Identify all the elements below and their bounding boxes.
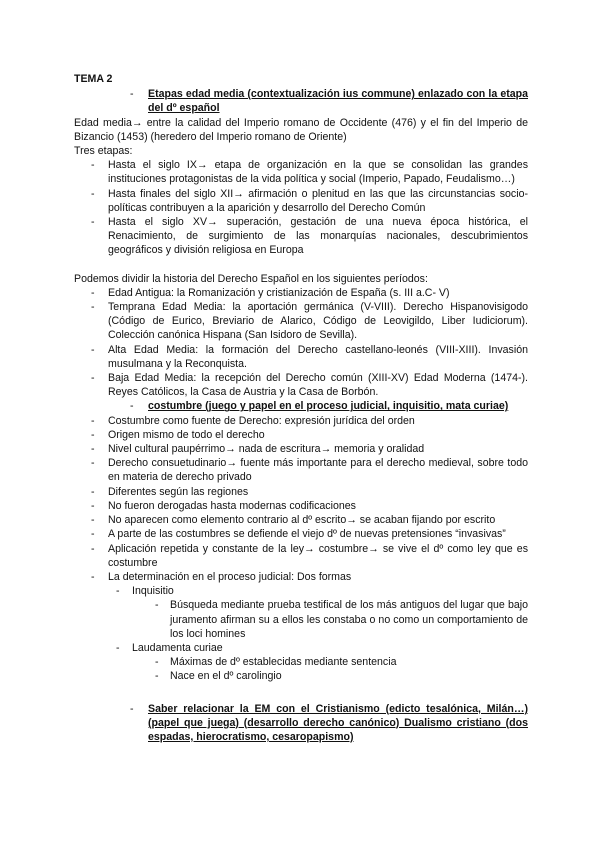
laudamenta-sublist [132, 655, 528, 683]
list-item-text: Edad Antigua: la Romanización y cristianización de España (s. III a.C- V) [108, 286, 450, 299]
dash-marker: - [130, 400, 134, 413]
list-item [74, 187, 528, 215]
list-item-text: Hasta el siglo XV→ superación, gestación de una nueva época histórica, el Renacimiento, de surgimiento de las monarquías nacionales, descubrimientos geográficos y división religiosa en Europa [108, 216, 528, 257]
list-item-text: Temprana Edad Media: la aportación germánica (V-VIII). Derecho Hispanovisigodo (Código de Eurico, Breviario de Alarico, Código de Leovigildo, Liber Iudiciorum). Colección canónica Hispana (San Isidoro de Sevilla). [108, 301, 528, 342]
dash-marker: - [91, 499, 95, 512]
list-item-text: La determinación en el proceso judicial: Dos formas [108, 570, 352, 583]
tres-etapas-label: Tres etapas: [74, 145, 133, 158]
list-item [74, 343, 528, 371]
list-item-text: Nace en el dº carolingio [170, 670, 282, 683]
periodos-list [74, 286, 528, 400]
list-item-text: Nivel cultural paupérrimo→ nada de escritura→ memoria y oralidad [108, 443, 425, 456]
dash-marker: - [91, 286, 95, 299]
dash-marker: - [91, 428, 95, 441]
dash-marker: - [116, 585, 120, 598]
periodos-intro: Podemos dividir la historia del Derecho Español en los siguientes períodos: [74, 272, 428, 285]
heading-text: Saber relacionar la EM con el Cristianismo (edicto tesalónica, Milán…) (papel que juega) (desarrollo derecho canónico) Dualismo cristiano (dos espadas, hierocratismo, cesaropapismo) [148, 702, 528, 743]
dash-marker: - [91, 542, 95, 555]
dash-marker: - [130, 702, 134, 715]
list-item-text: No aparecen como elemento contrario al dº escrito→ se acaban fijando por escrito [108, 514, 496, 527]
costumbre-list [74, 414, 528, 684]
dash-marker: - [91, 343, 95, 356]
dash-marker: - [91, 443, 95, 456]
list-item [74, 499, 528, 513]
list-item [74, 527, 528, 541]
list-item-text: No fueron derogadas hasta modernas codificaciones [108, 499, 356, 512]
dash-marker: - [91, 187, 95, 200]
section-heading-etapas [74, 87, 528, 115]
blank-line [74, 684, 528, 702]
list-item [74, 300, 528, 343]
blank-line [74, 258, 528, 272]
etapas-list [74, 158, 528, 257]
section-heading-cristianismo [74, 702, 528, 745]
dash-marker: - [155, 599, 159, 612]
list-item-text: Derecho consuetudinario→ fuente más importante para el derecho medieval, sobre todo en materia de derecho privado [108, 457, 528, 484]
list-item-text: Hasta el siglo IX→ etapa de organización en la que se consolidan las grandes instituciones protagonistas de la vida política y social (Imperio, Papado, Feudalismo…) [108, 159, 528, 186]
list-item-laudamenta [112, 641, 528, 684]
dash-marker: - [91, 216, 95, 229]
list-item-text: Diferentes según las regiones [108, 485, 249, 498]
dash-marker: - [91, 570, 95, 583]
dash-marker: - [116, 641, 120, 654]
list-item [74, 286, 528, 300]
list-item-text: A parte de las costumbres se defiende el viejo dº de nuevas pretensiones “invasivas” [108, 528, 506, 541]
list-item [151, 598, 528, 641]
heading-text: costumbre (juego y papel en el proceso judicial, inquisitio, mata curiae) [148, 400, 509, 413]
dash-marker: - [91, 457, 95, 470]
list-item-text: Baja Edad Media: la recepción del Derecho común (XIII-XV) Edad Moderna (1474-). Reyes Católicos, la Casa de Austria y la Casa de Borbón. [108, 372, 528, 399]
list-item [74, 428, 528, 442]
list-item-text: Alta Edad Media: la formación del Derecho castellano-leonés (VIII-XIII). Invasión musulmana y la Reconquista. [108, 343, 528, 370]
list-item [151, 669, 528, 683]
list-item-text: Laudamenta curiae [132, 641, 223, 654]
list-item-text: Costumbre como fuente de Derecho: expresión jurídica del orden [108, 414, 415, 427]
dash-marker: - [155, 656, 159, 669]
dash-marker: - [91, 372, 95, 385]
dash-marker: - [91, 485, 95, 498]
list-item [74, 513, 528, 527]
intro-paragraph: Edad media→ entre la calidad del Imperio romano de Occidente (476) y el fin del Imperio de Bizancio (1453) (heredero del Imperio romano de Oriente) [74, 116, 528, 143]
list-item-text: Origen mismo de todo el derecho [108, 428, 265, 441]
list-item-text: Búsqueda mediante prueba testifical de los más antiguos del lugar que bajo juramento afirman su a ellos les constaba o no como un comportamiento de los loci homines [170, 599, 528, 640]
list-item [74, 414, 528, 428]
list-item [74, 215, 528, 258]
list-item [151, 655, 528, 669]
dash-marker: - [91, 514, 95, 527]
list-item [74, 542, 528, 570]
list-item-inquisitio [112, 584, 528, 641]
inquisitio-sublist [132, 598, 528, 641]
list-item-text: Aplicación repetida y constante de la ley→ costumbre→ se vive el dº como ley que es costumbre [108, 542, 528, 569]
list-item [74, 485, 528, 499]
dash-marker: - [91, 414, 95, 427]
section-heading-costumbre [74, 399, 528, 413]
list-item-text: Inquisitio [132, 585, 174, 598]
list-item-text: Máximas de dº establecidas mediante sentencia [170, 656, 397, 669]
dash-marker: - [130, 88, 134, 101]
list-item [74, 442, 528, 456]
list-item-text: Hasta finales del siglo XII→ afirmación o plenitud en las que las circunstancias socio-políticas contribuyen a la aparición y desarrollo del Derecho Común [108, 187, 528, 214]
dash-marker: - [91, 159, 95, 172]
proceso-sublist [108, 584, 528, 683]
dash-marker: - [155, 670, 159, 683]
list-item [74, 158, 528, 186]
dash-marker: - [91, 301, 95, 314]
dash-marker: - [91, 528, 95, 541]
heading-text: Etapas edad media (contextualización ius commune) enlazado con la etapa del dº español [148, 88, 528, 115]
document-title: TEMA 2 [74, 73, 113, 85]
list-item-proceso [74, 570, 528, 684]
list-item [74, 371, 528, 399]
list-item [74, 456, 528, 484]
